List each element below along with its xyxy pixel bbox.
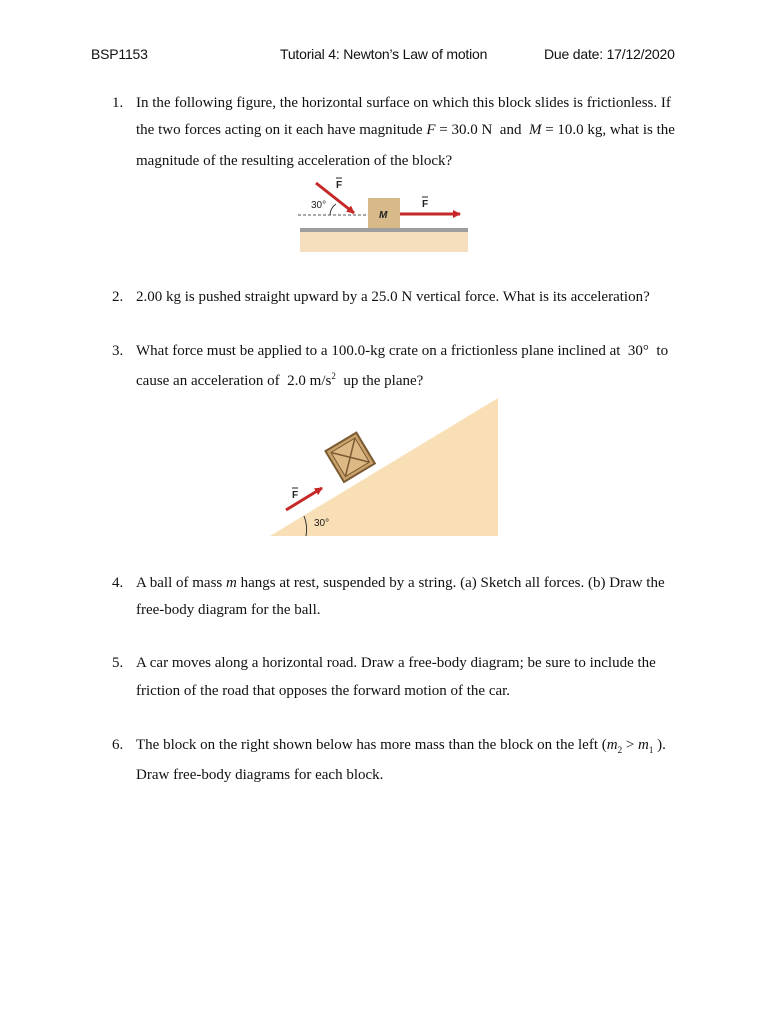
- force-label-2: F: [422, 199, 429, 210]
- question-5-number: 5.: [112, 655, 124, 671]
- question-3-number: 3.: [112, 343, 124, 359]
- question-4-number: 4.: [112, 575, 124, 591]
- question-1-line-1: In the following figure, the horizontal surface on which this block slides is frictionless. If: [136, 95, 671, 111]
- question-4-line-1: A ball of mass m hangs at rest, suspended by a string. (a) Sketch all forces. (b) Draw the: [136, 575, 665, 591]
- question-1-number: 1.: [112, 95, 124, 111]
- question-6-number: 6.: [112, 737, 124, 753]
- question-6-line-2: Draw free-body diagrams for each block.: [136, 767, 384, 783]
- question-4-line-2: free-body diagram for the ball.: [136, 602, 321, 618]
- angle-label: 30°: [311, 200, 327, 211]
- question-3-figure: [266, 396, 500, 538]
- force-label-1: F: [336, 180, 343, 191]
- force-label: F: [292, 490, 299, 501]
- question-2-line-1: 2.00 kg is pushed straight upward by a 25.0 N vertical force. What is its acceleration?: [136, 289, 650, 305]
- question-3-line-2: cause an acceleration of 2.0 $m/s^2$ up the plane?: [136, 371, 424, 389]
- block-label: M: [379, 210, 388, 221]
- question-3-line-1: What force must be applied to a 100.0-kg crate on a frictionless plane inclined at 30° to: [136, 343, 669, 359]
- question-5-line-2: friction of the road that opposes the forward motion of the car.: [136, 683, 511, 699]
- question-1-figure: [296, 172, 470, 254]
- due-date: Due date: 17/12/2020: [544, 46, 675, 62]
- crate: [325, 433, 374, 482]
- tutorial-title: Tutorial 4: Newton’s Law of motion: [280, 46, 488, 62]
- question-5-line-1: A car moves along a horizontal road. Draw a free-body diagram; be sure to include the: [136, 655, 656, 671]
- incline-angle-label: 30°: [314, 518, 330, 529]
- question-6-line-1: The block on the right shown below has more mass than the block on the left ($m_2 > m_1$ ).: [136, 737, 666, 755]
- surface-line: [300, 228, 468, 232]
- course-code: BSP1153: [91, 46, 148, 62]
- angle-arc: [330, 204, 336, 215]
- question-1-line-3: magnitude of the resulting acceleration of the block?: [136, 153, 453, 169]
- incline: [270, 398, 498, 536]
- question-2-number: 2.: [112, 289, 124, 305]
- question-1-line-2: the two forces acting on it each have magnitude F = 30.0 N and M = 10.0 kg, what is the: [136, 122, 675, 138]
- ground: [300, 230, 468, 252]
